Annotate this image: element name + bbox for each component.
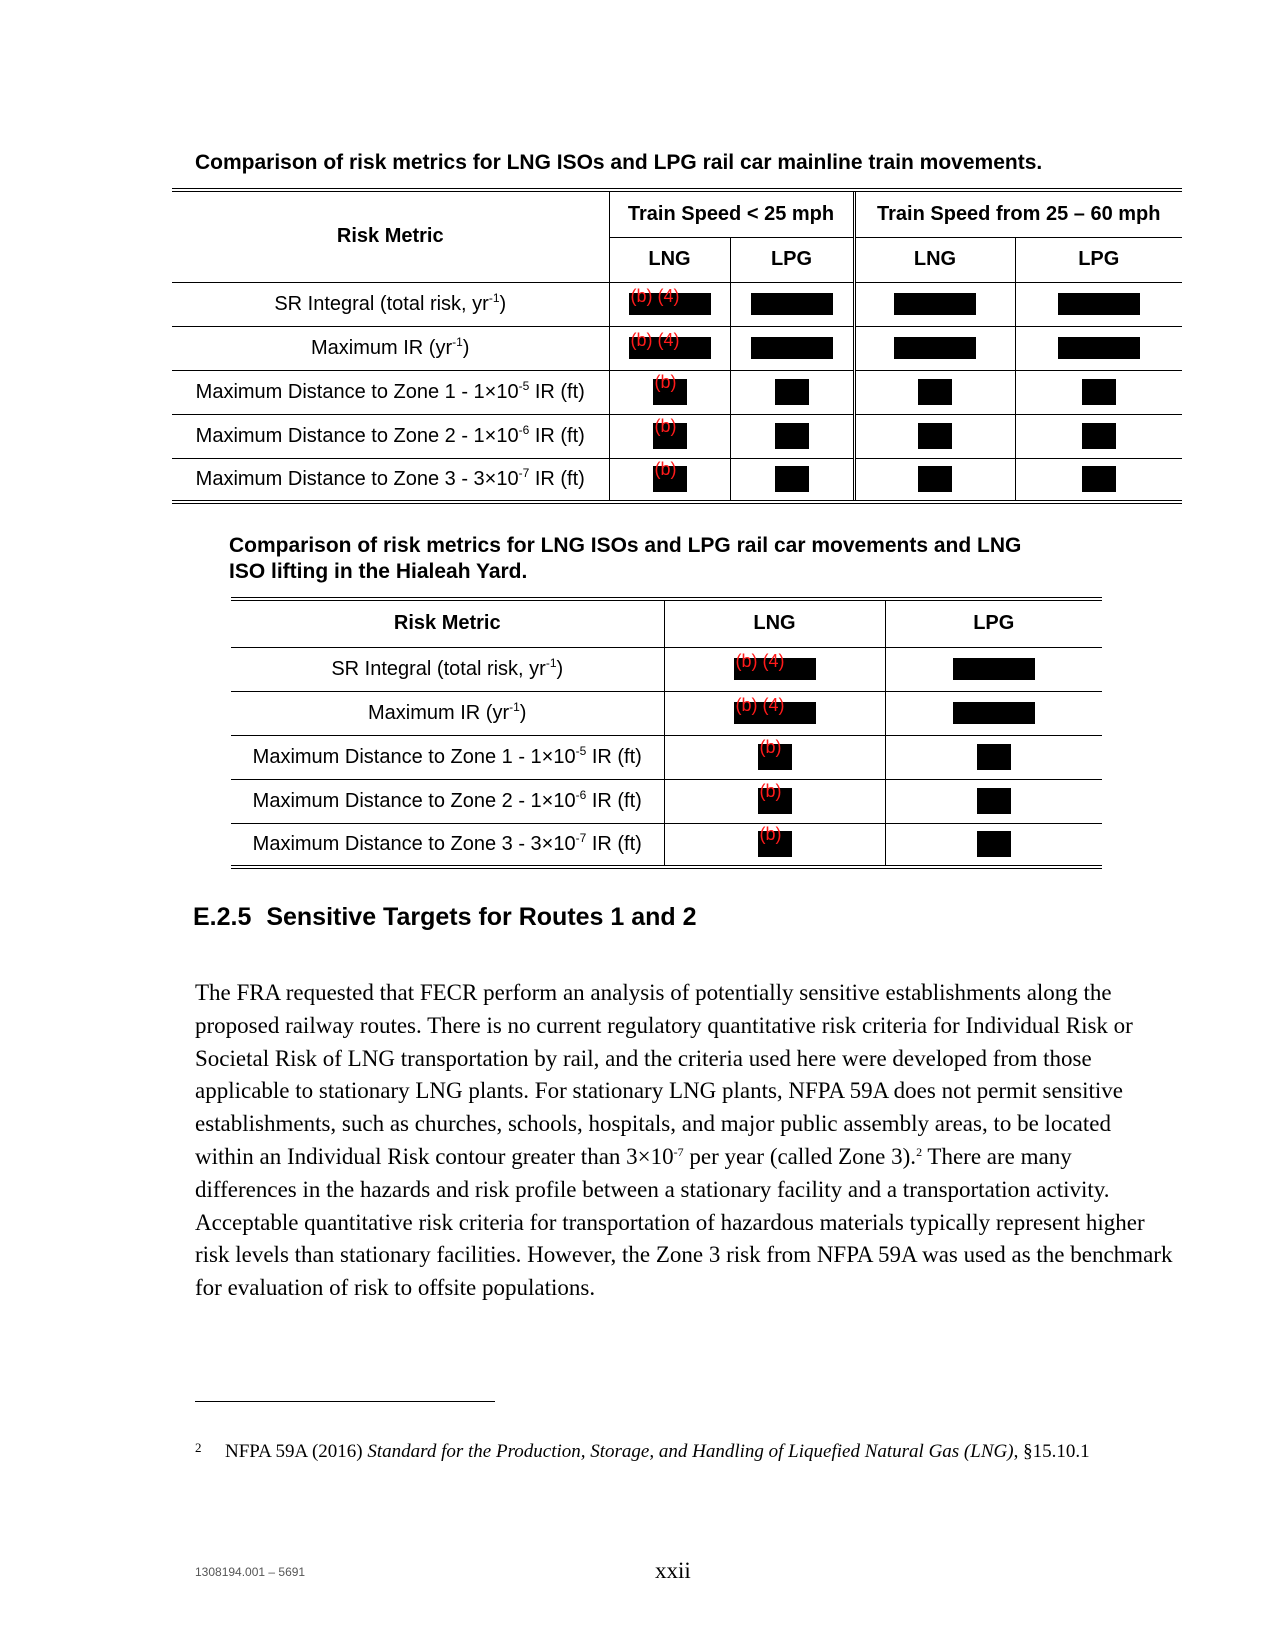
redaction-box — [1082, 379, 1116, 405]
risk-metric-label: SR Integral (total risk, $yr^{-1}$) — [231, 647, 664, 691]
header-speed-25-60: Train Speed from 25 – 60 mph — [854, 190, 1182, 237]
risk-metric-label: Maximum Distance to Zone $2 - 1\times 10^{-6}$ IR (ft) — [231, 779, 664, 823]
risk-metric-label: SR Integral (total risk, $yr^{-1}$) — [172, 282, 609, 326]
redacted-value — [730, 326, 854, 370]
redacted-value — [1015, 458, 1182, 502]
redaction-box — [653, 416, 687, 449]
header-lng: LNG — [854, 237, 1015, 282]
risk-metrics-table-hialeah — [231, 597, 1102, 869]
table-row — [172, 326, 1182, 370]
table-row — [231, 779, 1102, 823]
header-risk-metric: Risk Metric — [336, 225, 444, 248]
redacted-value — [609, 326, 730, 370]
redaction-code: (b) — [654, 372, 677, 392]
redaction-box — [751, 337, 833, 359]
redacted-value — [1015, 282, 1182, 326]
table-row — [231, 647, 1102, 691]
redaction-box — [734, 651, 816, 680]
header-lpg: LPG — [1015, 237, 1182, 282]
risk-metric-label: Maximum IR $(yr^{-1})$ — [231, 691, 664, 735]
body-text-part2: per year (called Zone 3). — [683, 1143, 917, 1169]
redacted-value — [854, 458, 1015, 502]
redacted-value — [730, 282, 854, 326]
redaction-box — [751, 293, 833, 315]
redaction-box — [918, 423, 952, 449]
redaction-box — [953, 702, 1035, 724]
redaction-code: (b) (4) — [630, 286, 680, 307]
redacted-value — [1015, 370, 1182, 414]
body-text-part1: The FRA requested that FECR perform an analysis of potentially sensitive establishments along the proposed railway routes. There is no current regulatory quantitative risk criteria for Individual Risk or Societal Risk of LNG transportation by rail, and the criteria used here were developed from those applicable to stationary LNG plants. For stationary LNG plants, NFPA 59A does not permit sensitive establishments, such as churches, schools, hospitals, and major public assembly areas, to be located within an Individual Risk contour greater than 3×10 — [195, 980, 1133, 1169]
redaction-box — [775, 379, 809, 405]
footnote — [195, 1440, 1125, 1464]
table-row — [172, 370, 1182, 414]
risk-metrics-table-mainline — [172, 188, 1182, 504]
table2-caption-line1: Comparison of risk metrics for LNG ISOs and LPG rail car movements and LNG — [229, 534, 1022, 557]
section-body — [195, 977, 1175, 1305]
redaction-code: (b) (4) — [735, 695, 785, 716]
redaction-box — [775, 423, 809, 449]
footnote-title: Standard for the Production, Storage, and Handling of Liquefied Natural Gas (LNG) — [367, 1441, 1014, 1462]
redaction-box — [918, 466, 952, 492]
redacted-value — [664, 823, 885, 867]
header-lpg: LPG — [730, 237, 854, 282]
risk-metric-label: Maximum Distance to Zone $1 - 1\times 10^{-5}$ IR (ft) — [172, 370, 609, 414]
header-lpg: LPG — [885, 599, 1102, 647]
footnote-prefix: NFPA 59A (2016) — [225, 1441, 368, 1462]
redacted-value — [885, 735, 1102, 779]
body-paragraph — [195, 977, 1175, 1305]
redaction-code: (b) — [654, 416, 677, 436]
redaction-box — [734, 695, 816, 724]
redacted-value — [664, 735, 885, 779]
header-speed-under-25: Train Speed < 25 mph — [609, 190, 854, 237]
redacted-value — [609, 414, 730, 458]
redacted-value — [854, 326, 1015, 370]
redacted-value — [1015, 414, 1182, 458]
header-risk-metric: Risk Metric — [393, 612, 501, 635]
redaction-box — [1058, 337, 1140, 359]
redaction-box — [977, 788, 1011, 814]
redaction-box — [629, 286, 711, 315]
header-lng: LNG — [609, 237, 730, 282]
table1-caption: Comparison of risk metrics for LNG ISOs and LPG rail car mainline train movements. — [195, 151, 1043, 174]
table-row — [172, 414, 1182, 458]
footnote-suffix: , §15.10.1 — [1013, 1441, 1090, 1462]
section-title: Sensitive Targets for Routes 1 and 2 — [266, 903, 697, 931]
footnote-reference[interactable]: 2 — [916, 1144, 923, 1159]
risk-metric-label: Maximum IR $(yr^{-1})$ — [172, 326, 609, 370]
header-lng: LNG — [664, 599, 885, 647]
table-row — [231, 823, 1102, 867]
risk-metric-label: Maximum Distance to Zone $3 - 3\times 10^{-7}$ IR (ft) — [231, 823, 664, 867]
redacted-value — [854, 370, 1015, 414]
redaction-box — [977, 744, 1011, 770]
redacted-value — [854, 282, 1015, 326]
redaction-box — [953, 658, 1035, 680]
redacted-value — [1015, 326, 1182, 370]
section-number: E.2.5 — [193, 903, 252, 931]
table-row — [172, 458, 1182, 502]
redaction-code: (b) — [654, 459, 677, 480]
redaction-box — [1082, 466, 1116, 492]
redaction-box — [758, 737, 792, 770]
redacted-value — [730, 414, 854, 458]
redacted-value — [664, 779, 885, 823]
redaction-code: (b) (4) — [735, 651, 785, 672]
footnote-divider — [195, 1401, 495, 1402]
redacted-value — [664, 647, 885, 691]
redacted-value — [664, 691, 885, 735]
redaction-box — [629, 330, 711, 359]
table2-caption-line2: ISO lifting in the Hialeah Yard. — [229, 560, 528, 583]
risk-metric-label: Maximum Distance to Zone $3 - 3\times 10^{-7}$ IR (ft) — [172, 458, 609, 502]
redaction-box — [894, 293, 976, 315]
redaction-box — [1058, 293, 1140, 315]
section-heading — [193, 903, 697, 932]
redaction-box — [775, 466, 809, 492]
body-text-part3: There are many differences in the hazards and risk profile between a stationary facility and a transportation activity. Acceptable quantitative risk criteria for transportation of hazardous materials typically represent higher risk levels than stationary facilities. However, the Zone 3 risk from NFPA 59A was used as the benchmark for evaluation of risk to offsite populations. — [195, 1143, 1173, 1301]
redacted-value — [730, 370, 854, 414]
redacted-value — [609, 458, 730, 502]
redaction-box — [977, 831, 1011, 857]
redaction-code: (b) — [759, 781, 782, 801]
table-row — [172, 282, 1182, 326]
redacted-value — [885, 779, 1102, 823]
redaction-box — [758, 781, 792, 814]
redacted-value — [885, 691, 1102, 735]
redacted-value — [854, 414, 1015, 458]
redaction-box — [758, 824, 792, 857]
page-number: xxii — [655, 1558, 691, 1583]
table-row — [231, 735, 1102, 779]
redacted-value — [730, 458, 854, 502]
redaction-code: (b) — [759, 824, 782, 845]
redaction-box — [653, 372, 687, 405]
redacted-value — [609, 282, 730, 326]
redaction-box — [918, 379, 952, 405]
redacted-value — [885, 647, 1102, 691]
redaction-box — [894, 337, 976, 359]
redacted-value — [885, 823, 1102, 867]
table-row — [231, 691, 1102, 735]
risk-metric-label: Maximum Distance to Zone $1 - 1\times 10^{-5}$ IR (ft) — [231, 735, 664, 779]
redaction-code: (b) — [759, 737, 782, 757]
footnote-number: 2 — [195, 1440, 202, 1455]
redaction-box — [1082, 423, 1116, 449]
redaction-code: (b) (4) — [630, 330, 680, 351]
document-number: 1308194.001 – 5691 — [195, 1565, 306, 1579]
body-superscript: -7 — [673, 1144, 684, 1159]
redaction-box — [653, 459, 687, 492]
risk-metric-label: Maximum Distance to Zone $2 - 1\times 10^{-6}$ IR (ft) — [172, 414, 609, 458]
redacted-value — [609, 370, 730, 414]
table2-caption — [229, 533, 1021, 585]
